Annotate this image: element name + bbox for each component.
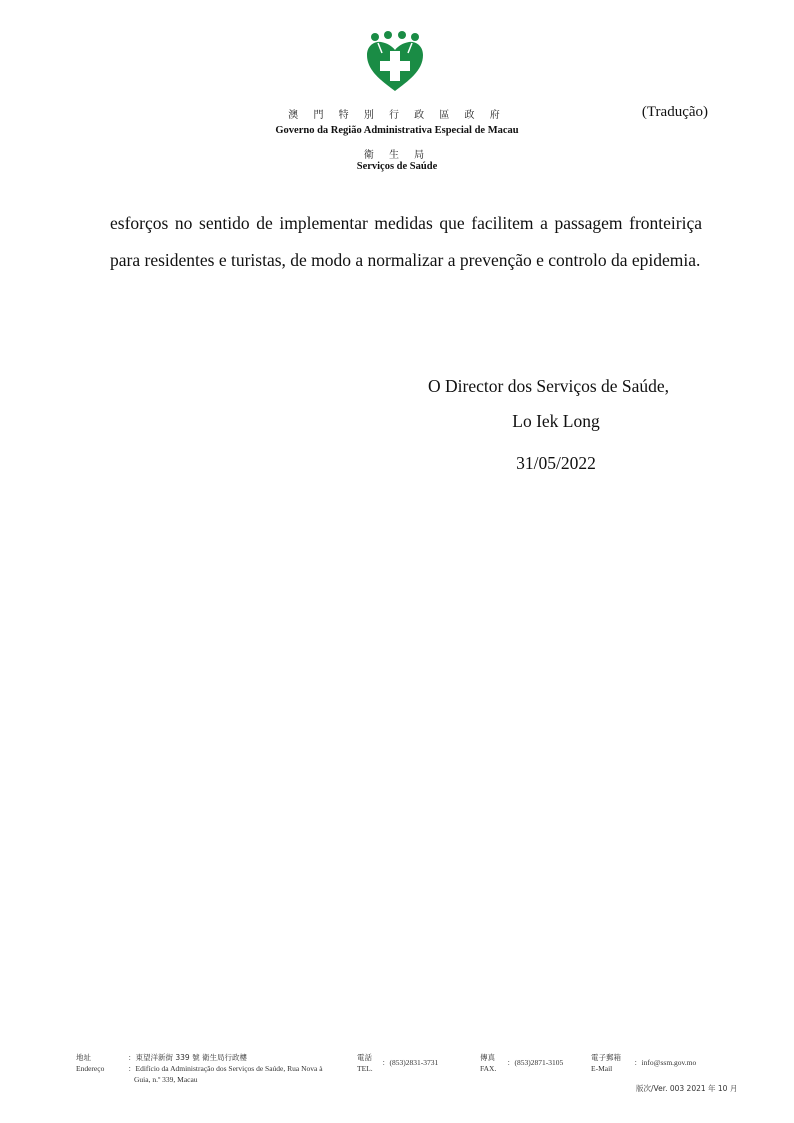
tel-value: ：(853)2831-3731 <box>382 1058 439 1067</box>
signatory-title: O Director dos Serviços de Saúde, <box>428 376 670 396</box>
government-name-chinese: 澳 門 特 別 行 政 區 政 府 <box>288 110 506 121</box>
address-label-chinese: 地址 <box>76 1053 91 1062</box>
department-name-chinese: 衛 生 局 <box>363 150 431 161</box>
address-portuguese-line1: ：Edifício da Administração dos Serviços de Saúde, Rua Nova à <box>128 1064 323 1073</box>
fax-label-chinese: 傳真 <box>480 1053 495 1062</box>
fax-label-portuguese: FAX. <box>480 1064 497 1073</box>
email-label-portuguese: E-Mail <box>591 1064 613 1073</box>
health-services-logo <box>366 31 424 93</box>
body-paragraph: esforços no sentido de implementar medidas que facilitem a passagem fronteiriça para residentes e turistas, de modo a normalizar a prevenção e controlo da epidemia. <box>110 213 702 270</box>
department-name-portuguese: Serviços de Saúde <box>356 161 438 172</box>
version-info: 版次/Ver. 003 2021 年 10 月 <box>636 1084 738 1093</box>
signatory-name: Lo Iek Long <box>512 411 600 431</box>
address-chinese: ：東望洋新街 339 號 衛生局行政樓 <box>128 1053 247 1062</box>
document-date: 31/05/2022 <box>516 453 596 473</box>
tel-label-portuguese: TEL. <box>357 1064 373 1073</box>
tel-label-chinese: 電話 <box>357 1053 372 1062</box>
address-portuguese-line2: Guia, n.º 339, Macau <box>134 1075 198 1084</box>
government-name-portuguese: Governo da Região Administrativa Especial de Macau <box>275 125 519 136</box>
address-label-portuguese: Endereço <box>76 1064 105 1073</box>
email-label-chinese: 電子郵箱 <box>591 1053 621 1062</box>
email-value[interactable]: ：info@ssm.gov.mo <box>634 1058 697 1067</box>
fax-value: ：(853)2871-3105 <box>507 1058 564 1067</box>
translation-note: (Tradução) <box>641 104 708 120</box>
